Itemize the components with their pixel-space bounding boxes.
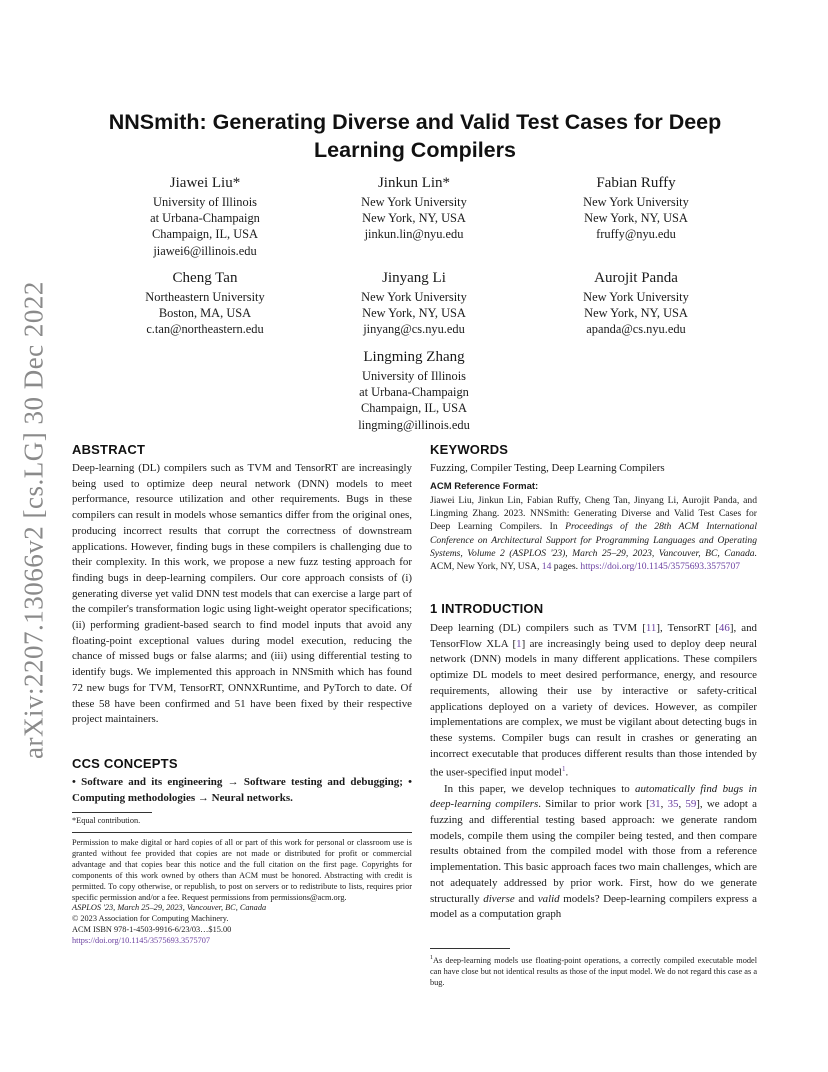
acm-reference-text [430,494,757,573]
equal-contribution-note [72,816,412,827]
author-email[interactable]: fruffy@nyu.edu [596,227,676,242]
footnote-1-text [430,953,757,988]
keywords-text: Fuzzing, Compiler Testing, Deep Learning Compilers [430,462,665,474]
author-affiliation: Northeastern University [145,290,265,304]
intro-text: ] are increasingly being used to deploy deep neural network (DNN) models in many different applications. These compilers optimize DL models to meet desired performance, energy, and resource requirements, allowing their use by interactive or safety-critical applications deployed on a variety of devices. However, as compiler implementations are complex, we must be vigilant about detecting bugs in these systems. Compiler bugs can result in crashes or generating an incorrect executable that produces different results than those intended by the user-specified input model [430,637,758,779]
intro-emphasis: valid [537,892,560,905]
author-name: Aurojit Panda [594,270,678,286]
author-location: Champaign, IL, USA [361,401,467,416]
author-affiliation: at Urbana-Champaign [359,385,469,400]
acm-ref-pages[interactable]: 14 [541,561,552,573]
author-affiliation: at Urbana-Champaign [150,211,260,226]
permission-copyright: © 2023 Association for Computing Machinery. [72,914,229,924]
abstract-heading: ABSTRACT [72,442,146,457]
acm-reference-heading: ACM Reference Format: [430,481,539,492]
citation-link[interactable]: 31 [649,798,661,811]
author-location: Champaign, IL, USA [152,227,258,242]
author-location: New York, NY, USA [362,211,466,226]
author-block [97,269,313,338]
author-name: Lingming Zhang [363,349,465,365]
author-name: Fabian Ruffy [596,175,676,191]
intro-text: ], we adopt a fuzzing and differential testing based approach: we generate random models, compile them using the compiler being tested, and then compare results obtained from the compiled model with those from a reference implementation. This basic approach faces two main challenges, which are not adequately addressed by prior work. First, how do we generate structurally [430,798,757,905]
intro-text: . [565,766,569,779]
introduction-heading: 1 INTRODUCTION [430,601,544,616]
author-block [319,348,509,433]
keywords-section [430,442,757,477]
author-email[interactable]: jinyang@cs.nyu.edu [363,322,465,337]
footnote-rule [72,812,152,813]
equal-contribution-text: *Equal contribution. [72,816,141,825]
intro-text: models? Deep-learning compilers express a model as a computation graph [430,892,757,921]
intro-text: In this paper, we develop techniques to [444,782,636,795]
author-affiliation: University of Illinois [153,195,257,209]
intro-paragraph-1 [430,621,757,782]
permission-doi-link[interactable]: https://doi.org/10.1145/3575693.3575707 [72,936,211,946]
author-location: New York, NY, USA [362,306,466,321]
footnote-mark: 1 [430,955,433,961]
introduction-section [430,601,757,923]
acm-ref-part: ACM, New York, NY, USA, [430,561,542,573]
author-location: New York, NY, USA [584,306,688,321]
author-email[interactable]: apanda@cs.nyu.edu [586,322,686,337]
keywords-heading: KEYWORDS [430,442,509,457]
author-affiliation: New York University [361,195,467,209]
title-line-2: Learning Compilers [314,138,516,162]
author-email[interactable]: lingming@illinois.edu [358,417,470,432]
author-affiliation: New York University [583,290,689,304]
intro-emphasis: diverse [483,892,515,905]
citation-link[interactable]: 11 [645,622,657,634]
citation-link[interactable]: 1 [516,637,522,650]
citation-link[interactable]: 46 [718,622,730,634]
ccs-text: • Software and its engineering → Software testing and debugging; • Computing methodologies → Neural networks. [72,776,412,804]
author-location: New York, NY, USA [584,211,688,226]
footnote-rule [430,948,510,949]
intro-text: . Similar to prior work [ [538,798,650,811]
footnote-1 [430,953,757,988]
author-name: Cheng Tan [172,270,238,286]
author-block [319,269,509,338]
intro-text: and [514,892,538,905]
author-email[interactable]: c.tan@northeastern.edu [146,322,264,337]
permission-isbn: ACM ISBN 978-1-4503-9916-6/23/03…$15.00 [72,925,232,935]
author-block [110,174,300,259]
permission-rule [72,832,412,833]
author-location: Boston, MA, USA [158,306,252,321]
footnote-body: As deep-learning models use floating-point operations, a correctly compiled executable model can have close but not identical results as those of the input model. We do not regard this case as a bug. [430,955,757,987]
author-name: Jinyang Li [382,270,446,286]
author-name: Jiawei Liu* [169,175,241,191]
ccs-heading: CCS CONCEPTS [72,756,178,771]
acm-reference-section [430,481,757,573]
intro-text: ], and TensorFlow XLA [ [430,622,758,650]
intro-text: Deep learning (DL) compilers such as TVM [ [430,622,646,634]
footnote-marker[interactable]: 1 [561,765,566,774]
acm-ref-proceedings: Proceedings of the 28th ACM International Conference on Architectural Support for Programming Languages and Operating Systems, Volume 2 (ASPLOS '23), March 25–29, 2023, Vancouver, BC, Canada. [430,521,757,559]
author-affiliation: University of Illinois [362,369,466,383]
permission-block [72,838,412,947]
author-email[interactable]: jinkun.lin@nyu.edu [364,227,464,242]
intro-emphasis: automatically find bugs in deep-learning compilers [430,782,757,811]
intro-text: ], TensorRT [ [656,622,719,634]
permission-venue: ASPLOS '23, March 25–29, 2023, Vancouver, BC, Canada [72,903,267,913]
author-affiliation: New York University [361,290,467,304]
acm-ref-part: pages. [551,561,581,573]
title-line-1: NNSmith: Generating Diverse and Valid Test Cases for Deep [108,110,722,134]
intro-paragraph-2: In this paper, we develop techniques to automatically find bugs in deep-learning compilers. Similar to prior work [31, 35, 59], we adopt a fuzzing and differential testing based approach: we generate random models, compile them using the compiler being tested, and then compare results obtained from the compiled model with those from a reference implementation. This basic approach faces two main challenges, which are not adequately addressed by prior work. First, how do we generate structurally diverse and valid models? Deep-learning compilers express a model as a computation graph [430,782,757,921]
citation-link[interactable]: 35 [667,798,679,811]
abstract-text: Deep-learning (DL) compilers such as TVM and TensorRT are increasingly being used to optimize deep neural network (DNN) models to meet performance, resource utilization and other requirements. Bugs in these compilers can result in models whose semantics differ from the original ones, producing incorrect results that corrupt the correctness of downstream applications. However, finding bugs in these compilers is challenging due to their complexity. In this work, we propose a new fuzz testing approach for finding bugs in deep-learning compilers. Our core approach consists of (i) generating diverse yet valid DNN test models that can exercise a large part of the compiler's transformation logic using light-weight operator specifications; (ii) performing gradient-based search to find model inputs that avoid any floating-point exceptional values during model execution, reducing the chance of missed bugs or false alarms; and (iii) using differential testing to identify bugs. We implemented this approach in NNSmith which has found 72 new bugs for TVM, TensorRT, ONNXRuntime, and PyTorch to date. Of these 58 have been confirmed and 51 have been fixed by their respective project maintainers. [72,462,412,726]
ccs-section [72,756,412,806]
author-block [319,174,509,243]
author-block [541,174,731,243]
author-block [541,269,731,338]
abstract-section [72,442,412,728]
paper-title [90,108,740,164]
author-affiliation: New York University [583,195,689,209]
author-email[interactable]: jiawei6@illinois.edu [153,243,257,258]
author-name: Jinkun Lin* [377,175,451,191]
arxiv-sidebar-stamp: arXiv:2207.13066v2 [cs.LG] 30 Dec 2022 [18,281,49,759]
acm-ref-doi-link[interactable]: https://doi.org/10.1145/3575693.3575707 [580,561,741,573]
acm-ref-part: Jiawei Liu, Jinkun Lin, Fabian Ruffy, Cheng Tan, Jinyang Li, Aurojit Panda, and Lingming Zhang. 2023. NNSmith: Generating Diverse and Valid Test Cases for Deep Learning Compilers. In [430,495,757,533]
citation-link[interactable]: 59 [685,798,697,811]
permission-text: Permission to make digital or hard copies of all or part of this work for personal or classroom use is granted without fee provided that copies are not made or distributed for profit or commercial advantage and that copies bear this notice and the full citation on the first page. Copyrights for components of this work owned by others than ACM must be honored. Abstracting with credit is permitted. To copy otherwise, or republish, to post on servers or to redistribute to lists, requires prior specific permission and/or a fee. Request permissions from permissions@acm.org. [72,838,412,902]
